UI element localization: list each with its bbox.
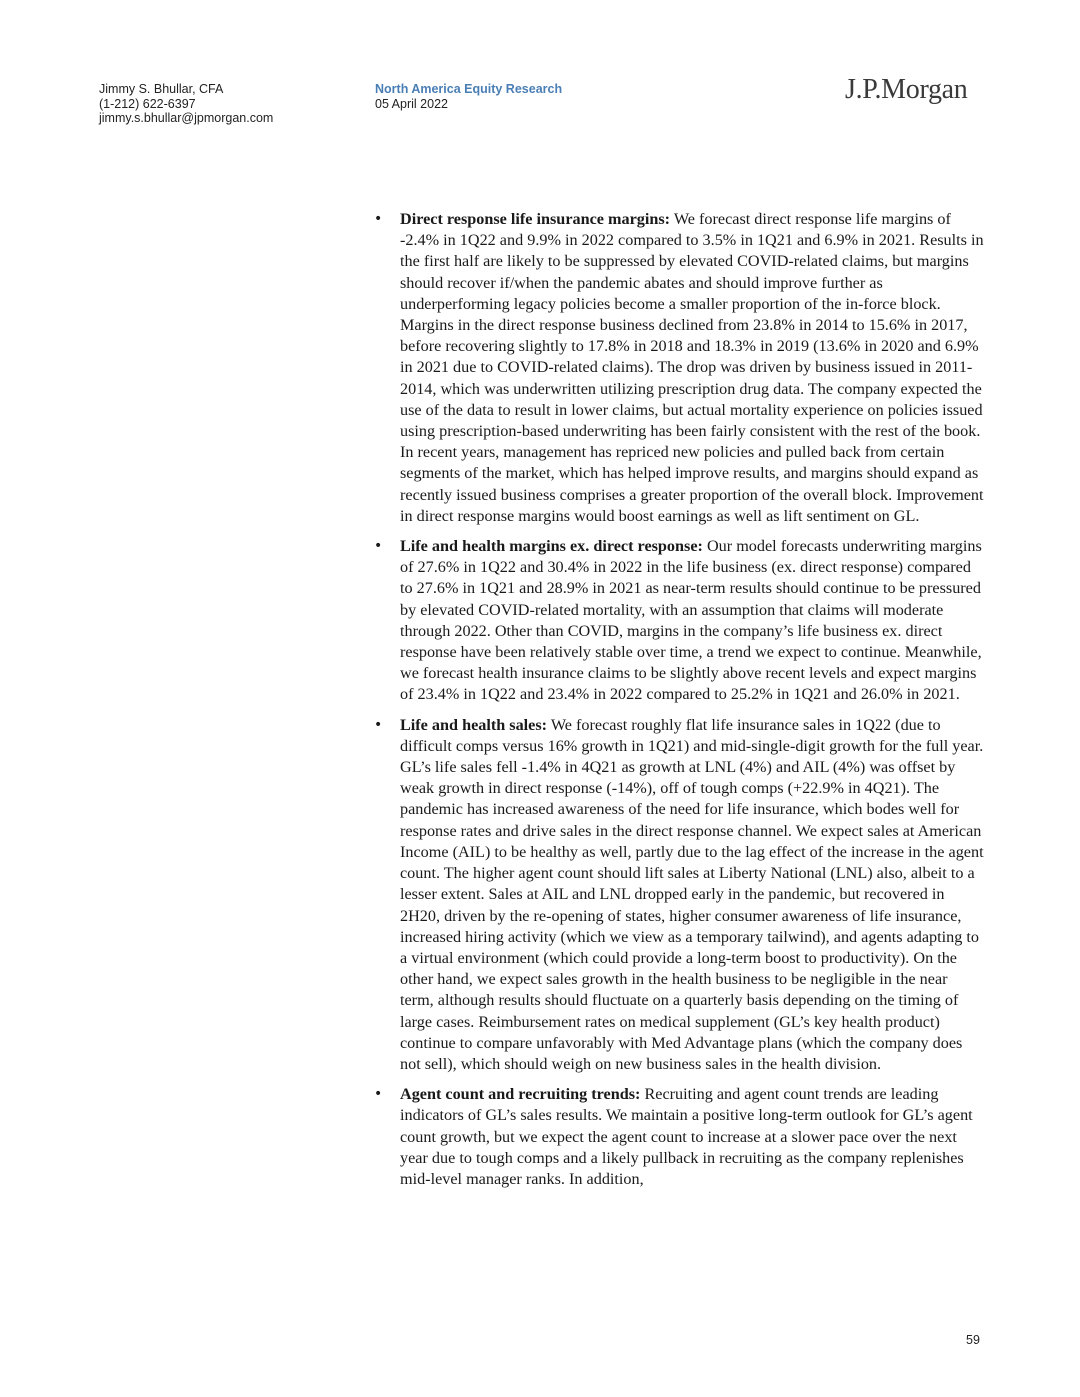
bullet-dot-icon: • — [374, 211, 383, 227]
author-phone: (1-212) 622-6397 — [99, 96, 196, 111]
bullet-heading: Agent count and recruiting trends: — [400, 1085, 641, 1104]
report-date: 05 April 2022 — [375, 96, 448, 111]
page-number: 59 — [966, 1333, 980, 1347]
bullet-heading: Life and health sales: — [400, 715, 548, 734]
bullet-heading: Life and health margins ex. direct response: — [400, 537, 703, 556]
bullet-body: We forecast roughly flat life insurance sales in 1Q22 (due to difficult comps versus 16% growth in 1Q21) and mid-single-digit growth for the full year. GL’s life sales fell -1.4% in 4Q21 as growth at LNL (4%) and AIL (4%) was offset by weak growth in direct response (-14%), off of tough comps (+22.9% in 4Q21). The pandemic has increased awareness of the need for life insurance, which bodes well for response rates and drive sales in the direct response channel. We expect sales at American Income (AIL) to be healthy as well, partly due to the lag effect of the increase in the agent count. The higher agent count should lift sales at Liberty National (LNL) also, albeit to a lesser extent. Sales at AIL and LNL dropped early in the pandemic, but recovered in 2H20, driven by the re-opening of states, higher consumer awareness of life insurance, increased hiring activity (which we view as a temporary tailwind), and agents adapting to a virtual environment (which could provide a long-term boost to productivity). On the other hand, we expect sales growth in the health business to be negligible in the near term, although results should fluctuate on a quarterly basis depending on the timing of large cases. Reimbursement rates on medical supplement (GL’s key health product) continue to compare unfavorably with Med Advantage plans (which the company does not sell), which should weigh on new business sales in the health division. — [400, 715, 984, 1073]
bullet-life-health-sales — [372, 715, 984, 1075]
bullet-direct-response-margins — [372, 209, 984, 527]
bullet-dot-icon: • — [374, 1086, 383, 1103]
author-block — [99, 82, 273, 126]
report-info — [375, 82, 562, 111]
bullet-dot-icon: • — [374, 538, 383, 555]
bullet-dot-icon: • — [374, 716, 383, 733]
bullet-agent-count — [372, 1084, 984, 1190]
bullet-life-health-margins — [372, 536, 984, 706]
bullet-body: Our model forecasts underwriting margins of 27.6% in 1Q22 and 30.4% in 2022 in the life business (ex. direct response) compared to 27.6% in 1Q21 and 28.9% in 2021 as near-term results should continue to be pressured by elevated COVID-related mortality, with an assumption that claims will moderate through 2022. Other than COVID, margins in the company’s life business ex. direct response have been relatively stable over time, a trend we expect to continue. Meanwhile, we forecast health insurance claims to be slightly above recent levels and expect margins of 23.4% in 1Q22 and 23.4% in 2022 compared to 25.2% in 1Q21 and 26.0% in 2021. — [400, 537, 982, 704]
author-email: jimmy.s.bhullar@jpmorgan.com — [99, 111, 274, 125]
bullet-heading: Direct response life insurance margins: — [400, 210, 671, 228]
author-name: Jimmy S. Bhullar, CFA — [99, 82, 224, 96]
bullet-body: Recruiting and agent count trends are leading indicators of GL’s sales results. We maintain a positive long-term outlook for GL’s agent count growth, but we expect the agent count to increase at a slower pace over the next year due to tough comps and a likely pullback in recruiting as the company replenishes mid-level manager ranks. In addition, — [400, 1085, 973, 1188]
jpmorgan-logo: J.P.Morgan — [845, 74, 968, 105]
department-label: North America Equity Research — [375, 82, 563, 96]
bullet-list — [372, 209, 984, 1199]
bullet-body: We forecast direct response life margins of -2.4% in 1Q22 and 9.9% in 2022 compared to 3.5% in 1Q21 and 6.9% in 2021. Results in the first half are likely to be suppressed by elevated COVID-related claims, but margins should recover if/when the pandemic abates and should improve further as underperforming legacy policies become a smaller proportion of the in-force block. Margins in the direct response business declined from 23.8% in 2014 to 15.6% in 2017, before recovering slightly to 17.8% in 2018 and 18.3% in 2019 (13.6% in 2020 and 6.9% in 2021 due to COVID-related claims). The drop was driven by business issued in 2011-2014, which was underwritten utilizing prescription drug data. The company expected the use of the data to result in lower claims, but actual mortality experience on policies issued using prescription-based underwriting has been fairly consistent with the rest of the book. In recent years, management has repriced new policies and pulled back from certain segments of the market, which has helped improve results, and margins should expand as recently issued business comprises a greater proportion of the overall block. Improvement in direct response margins would boost earnings as well as lift sentiment on GL. — [400, 210, 984, 525]
